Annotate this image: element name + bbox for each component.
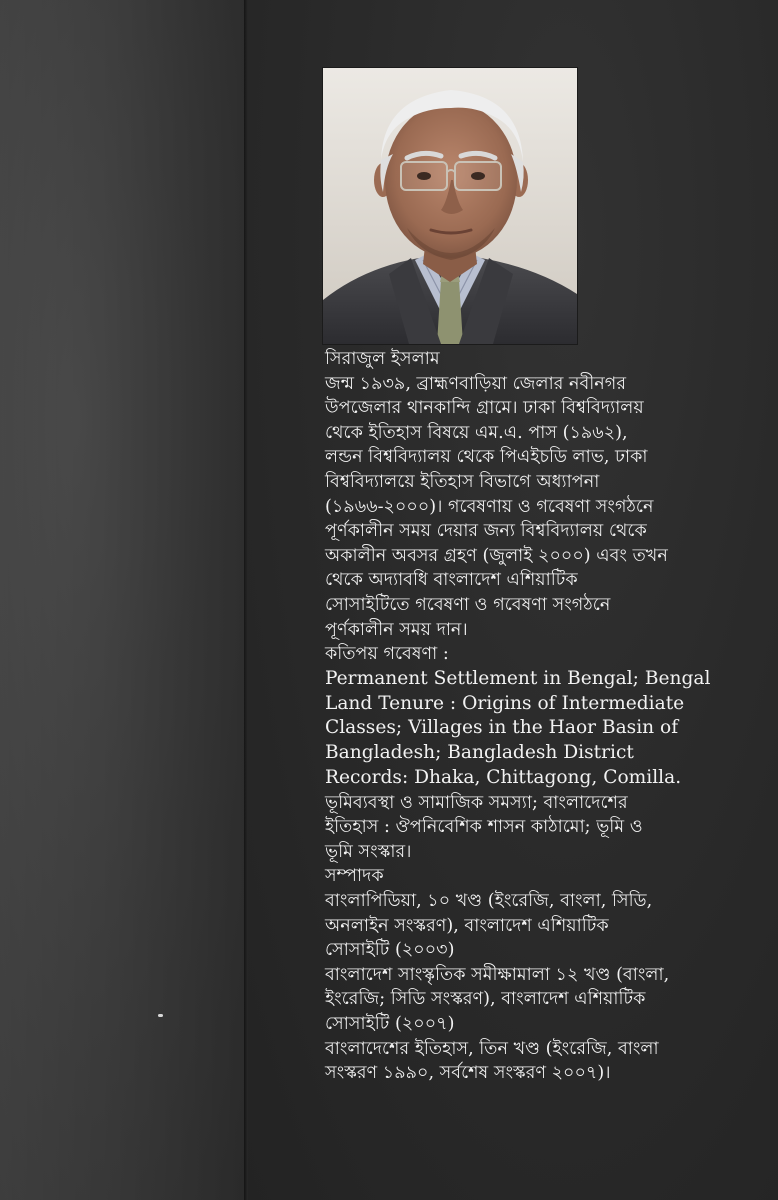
print-speck (158, 1014, 163, 1017)
research-english-works: Permanent Settlement in Bengal; Bengal Land Tenure : Origins of Intermediate Classes; Villages in the Haor Basin of Bangladesh; Bangladesh District Records: Dhaka, Chittagong, Comilla. (325, 667, 711, 788)
edited-heading: সম্পাদক (325, 866, 384, 887)
author-name: সিরাজুল ইসলাম (325, 349, 440, 369)
research-bangla-works: ভূমিব্যবস্থা ও সামাজিক সমস্যা; বাংলাদেশের ইতিহাস : ঔপনিবেশিক শাসন কাঠামো; ভূমি ও ভূমি সংস্কার। (325, 792, 643, 862)
front-flap (0, 0, 246, 1200)
edited-item: বাংলাদেশের ইতিহাস, তিন খণ্ড (ইংরেজি, বাংলা সংস্করণ ১৯৯০, সর্বশেষ সংস্করণ ২০০৭)। (325, 1038, 659, 1084)
author-bio: জন্ম ১৯৩৯, ব্রাহ্মণবাড়িয়া জেলার নবীনগর উপজেলার থানকান্দি গ্রামে। ঢাকা বিশ্ববিদ্যালয় থেকে ইতিহাস বিষয়ে এম.এ. পাস (১৯৬২), লন্ডন বিশ্ববিদ্যালয় থেকে পিএইচডি লাভ, ঢাকা বিশ্ববিদ্যালয়ে ইতিহাস বিভাগে অধ্যাপনা (১৯৬৬-২০০০)। গবেষণায় ও গবেষণা সংগঠনে পূর্ণকালীন সময় দেয়ার জন্য বিশ্ববিদ্যালয় থেকে অকালীন অবসর গ্রহণ (জুলাই ২০০০) এবং তখন থেকে অদ্যাবধি বাংলাদেশ এশিয়াটিক সোসাইটিতে গবেষণা ও গবেষণা সংগঠনে পূর্ণকালীন সময় দান। (325, 373, 668, 640)
research-heading: কতিপয় গবেষণা : (325, 644, 449, 665)
edited-item: বাংলাদেশ সাংস্কৃতিক সমীক্ষামালা ১২ খণ্ড (বাংলা, ইংরেজি; সিডি সংস্করণ), বাংলাদেশ এশিয়াটিক সোসাইটি (২০০৭) (325, 964, 670, 1035)
author-photo (323, 68, 577, 344)
edited-item: বাংলাপিডিয়া, ১০ খণ্ড (ইংরেজি, বাংলা, সিডি, অনলাইন সংস্করণ), বাংলাদেশ এশিয়াটিক সোসাইটি (২০০৩) (325, 891, 653, 961)
author-bio-block (325, 347, 765, 1086)
